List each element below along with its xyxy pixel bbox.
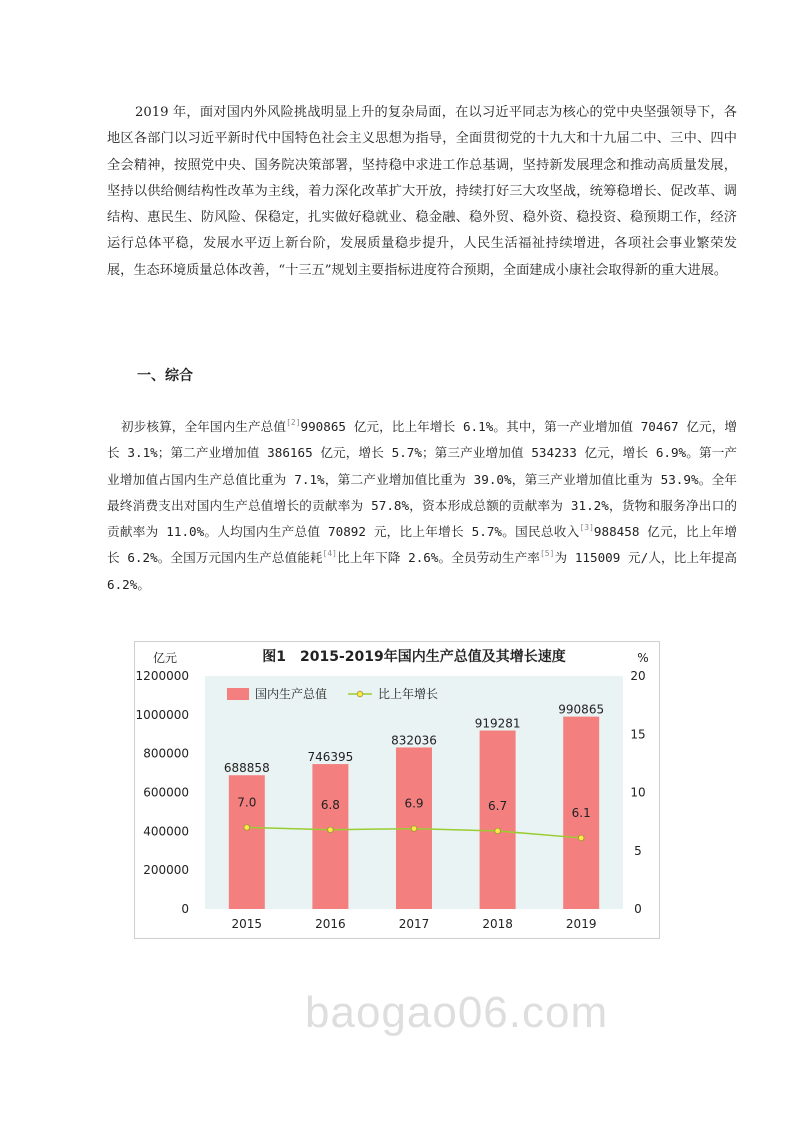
right-tick-label: 20: [630, 669, 646, 683]
left-tick-label: 1000000: [135, 707, 189, 722]
body-text-4: 比上年下降 2.6%。全员劳动生产率: [337, 550, 540, 566]
footnote-ref-2[interactable]: [2]: [286, 418, 301, 427]
legend-line-label: 比上年增长: [378, 687, 439, 701]
watermark: baogao06.com: [305, 988, 609, 1037]
body-text-2: 990865 亿元，比上年增长 6.1%。其中，第一产业增加值 70467 亿元，增长 3.1%；第二产业增加值 386165 亿元，增长 5.7%；第三产业增加值 534233 亿元，增长 6.9%。第一产业增加值占国内生产总值比重为 7.1%，第二产业增加值比重为 39.0%，第三产业增加值比重为 53.9%。全年最终消费支出对国内生产总值增长的贡献率为 57.8%，资本形成总额的贡献率为 31.2%，货物和服务净出口的贡献率为 11.0%。人均国内生产总值 70892 元，比上年增长 5.7%。国民总收入: [107, 419, 738, 540]
right-axis-unit: %: [637, 651, 649, 665]
gdp-chart: [134, 641, 660, 939]
left-tick-label: 0: [181, 902, 189, 916]
footnote-ref-5[interactable]: [5]: [539, 549, 555, 559]
legend-bar-swatch: [227, 688, 249, 700]
bar-value-label: 688858: [223, 761, 270, 776]
left-tick-label: 1200000: [135, 669, 189, 683]
growth-value-label: 6.9: [404, 796, 424, 811]
right-tick-label: 10: [630, 785, 646, 800]
growth-point: [244, 825, 250, 831]
section-title: 一、综合: [137, 368, 193, 384]
x-tick-label: 2016: [315, 917, 346, 931]
gdp-chart-svg: [135, 642, 659, 938]
growth-point: [495, 828, 501, 834]
body-text-3: 988458 亿元，比上年增长 6.2%。全国万元国内生产总值能耗: [107, 524, 738, 566]
footnote-ref-4[interactable]: [4]: [322, 549, 337, 559]
bar-value-label: 746395: [307, 750, 354, 765]
right-tick-label: 15: [630, 727, 646, 742]
growth-point: [578, 835, 584, 841]
x-tick-label: 2018: [482, 917, 513, 931]
chart-title: 图1 2015-2019年国内生产总值及其增长速度: [262, 649, 566, 665]
left-tick-label: 200000: [143, 863, 189, 878]
bar-2018: [480, 731, 516, 909]
x-tick-label: 2019: [565, 917, 597, 931]
left-tick-label: 400000: [143, 824, 189, 839]
growth-value-label: 6.7: [488, 798, 508, 813]
growth-point: [328, 827, 334, 833]
bar-value-label: 990865: [558, 702, 605, 717]
growth-value-label: 7.0: [237, 795, 257, 810]
body-text-1: 初步核算，全年国内生产总值: [121, 419, 287, 434]
intro-paragraph: 2019 年，面对国内外风险挑战明显上升的复杂局面，在以习近平同志为核心的党中央坚强领导下，各地区各部门以习近平新时代中国特色社会主义思想为指导，全面贯彻党的十九大和十九届二中、三中、四中全会精神，按照党中央、国务院决策部署，坚持稳中求进工作总基调，坚持新发展理念和推动高质量发展，坚持以供给侧结构性改革为主线，着力深化改革扩大开放，持续打好三大攻坚战，统筹稳增长、促改革、调结构、惠民生、防风险、保稳定，扎实做好稳就业、稳金融、稳外贸、稳外资、稳投资、稳预期工作，经济运行总体平稳，发展水平迈上新台阶，发展质量稳步提升，人民生活福祉持续增进，各项社会事业繁荣发展，生态环境质量总体改善，“十三五”规划主要指标进度符合预期，全面建成小康社会取得新的重大进展。: [107, 105, 737, 278]
summary-paragraph: [107, 414, 737, 598]
bar-value-label: 832036: [391, 733, 437, 748]
growth-value-label: 6.1: [571, 805, 591, 820]
footnote-ref-3[interactable]: [3]: [579, 523, 594, 533]
x-tick-label: 2017: [398, 917, 430, 931]
right-tick-label: 0: [634, 902, 642, 916]
x-tick-label: 2015: [231, 917, 263, 931]
left-tick-label: 800000: [143, 746, 189, 761]
left-tick-label: 600000: [143, 785, 189, 800]
legend-line-marker: [357, 691, 363, 697]
left-axis-unit: 亿元: [152, 651, 178, 665]
growth-value-label: 6.8: [320, 797, 340, 812]
bar-value-label: 919281: [474, 716, 521, 731]
right-tick-label: 5: [634, 843, 642, 858]
growth-point: [411, 826, 417, 832]
body-text-5: 为 115009 元/人，比上年提高 6.2%。: [107, 550, 737, 592]
legend-bar-label: 国内生产总值: [255, 687, 328, 701]
bar-2016: [312, 764, 348, 909]
